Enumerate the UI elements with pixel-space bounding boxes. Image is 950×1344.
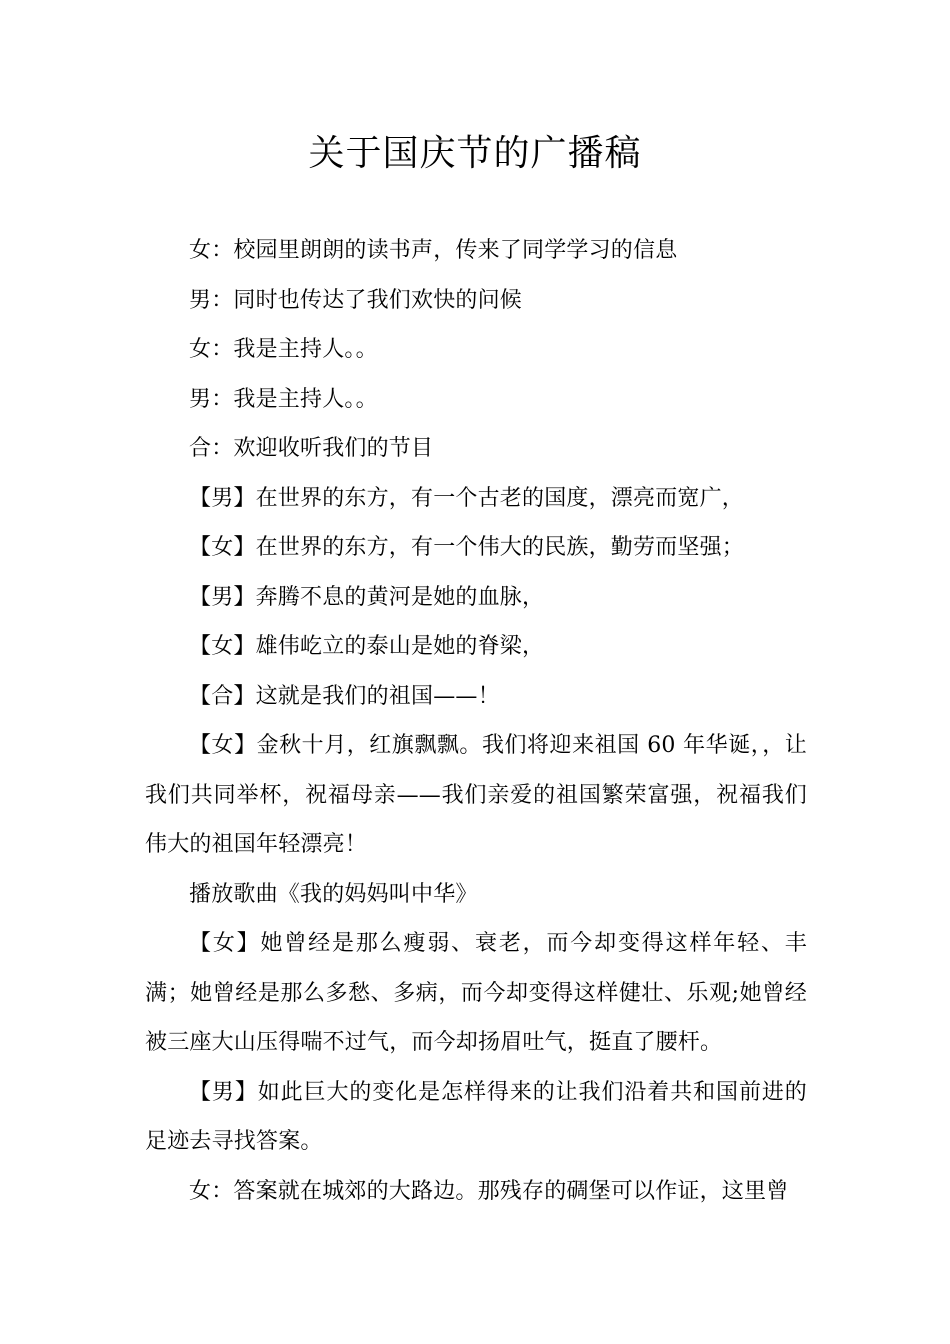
paragraph-5: 合：欢迎收听我们的节目 xyxy=(189,436,434,461)
paragraph-2: 男：同时也传达了我们欢快的问候 xyxy=(189,287,523,313)
paragraph-8: 【男】奔腾不息的黄河是她的血脉， xyxy=(189,584,545,610)
paragraph-14: 【男】如此巨大的变化是怎样得来的让我们沿着共和国前进的足迹去寻找答案。 xyxy=(145,1079,807,1154)
paragraph-6: 【男】在世界的东方，有一个古老的国度，漂亮而宽广， xyxy=(189,485,745,511)
paragraph-7: 【女】在世界的东方，有一个伟大的民族，勤劳而坚强； xyxy=(189,535,745,560)
paragraph-15: 女：答案就在城郊的大路边。那残存的碉堡可以作证，这里曾 xyxy=(189,1178,789,1204)
document-body xyxy=(145,226,807,1216)
document-title: 关于国庆节的广播稿 xyxy=(308,133,642,174)
paragraph-13: 【女】她曾经是那么瘦弱、衰老，而今却变得这样年轻、丰满；她曾经是那么多愁、多病，而今却变得这样健壮、乐观;她曾经被三座大山压得喘不过气，而今却扬眉吐气，挺直了腰杆。 xyxy=(145,931,807,1055)
paragraph-10: 【合】这就是我们的祖国——！ xyxy=(189,683,500,709)
paragraph-4: 男：我是主持人。。 xyxy=(189,386,378,412)
paragraph-1: 女：校园里朗朗的读书声，传来了同学学习的信息 xyxy=(189,238,678,263)
paragraph-3: 女：我是主持人。。 xyxy=(189,337,378,362)
paragraph-12: 播放歌曲《我的妈妈叫中华》 xyxy=(189,881,478,907)
paragraph-9: 【女】雄伟屹立的泰山是她的脊梁， xyxy=(189,634,545,659)
paragraph-11: 【女】金秋十月，红旗飘飘。我们将迎来祖国 60 年华诞，，让我们共同举杯，祝福母亲——我们亲爱的祖国繁荣富强，祝福我们伟大的祖国年轻漂亮！ xyxy=(145,733,807,857)
